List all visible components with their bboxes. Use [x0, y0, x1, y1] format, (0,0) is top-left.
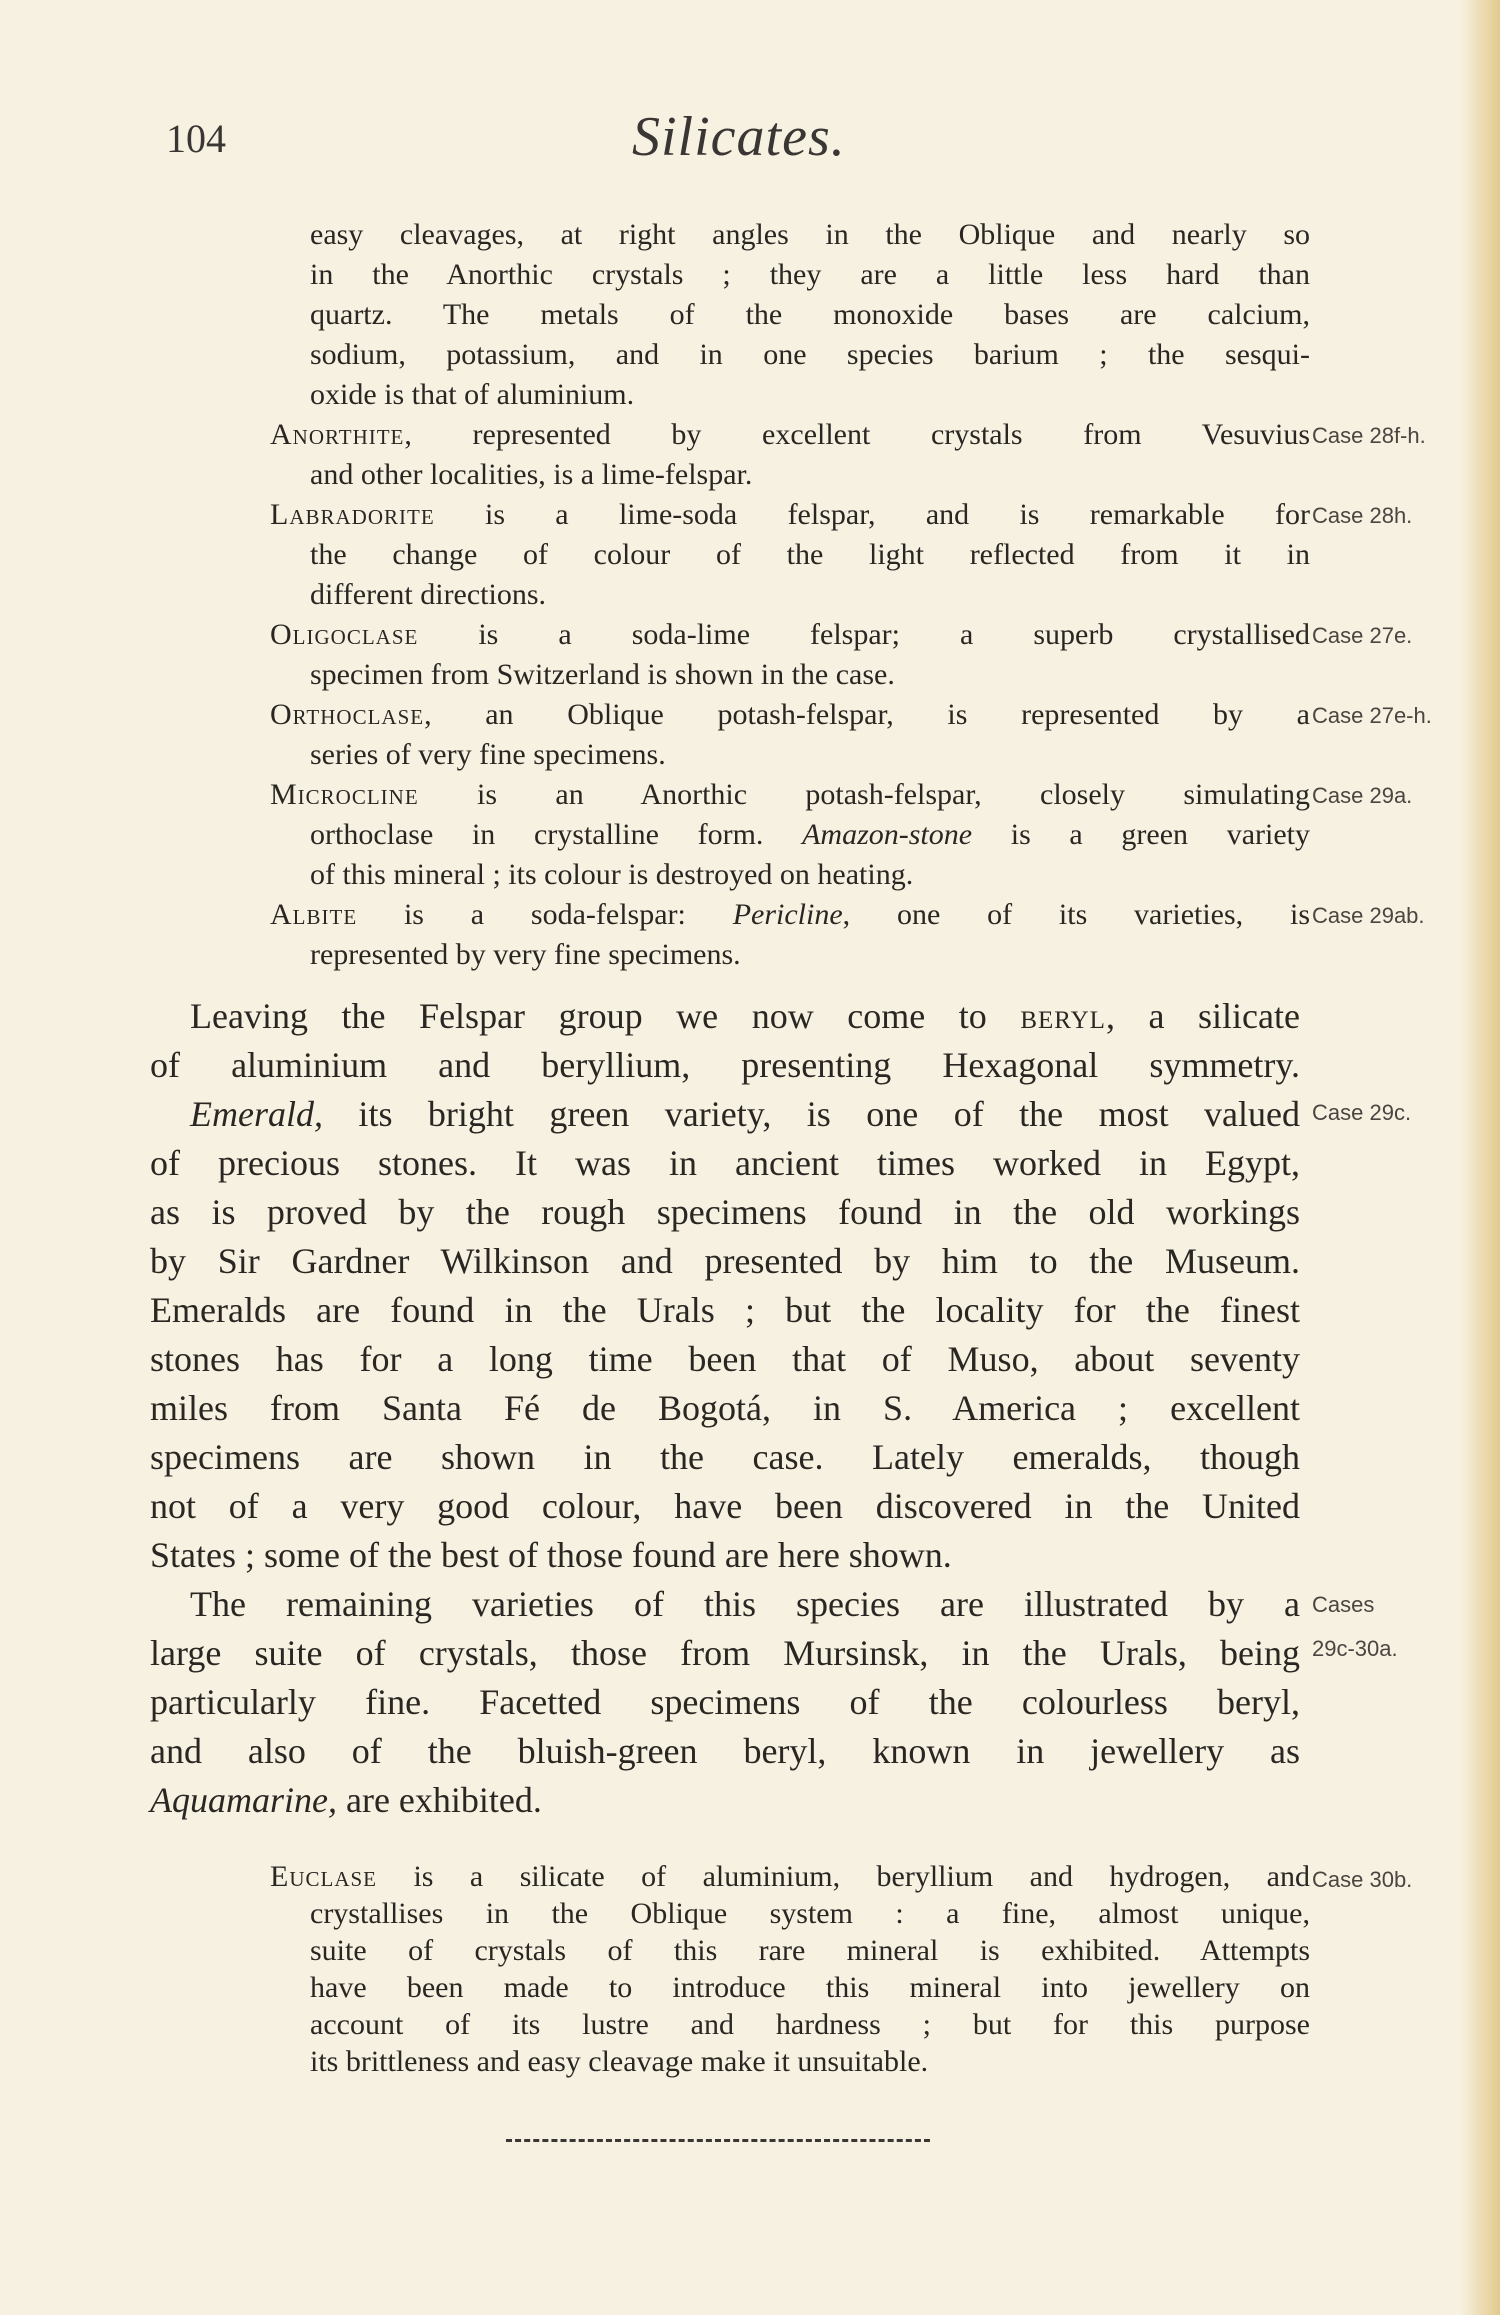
margin-note: Case 28h.	[1312, 503, 1413, 528]
albite-entry: Albite is a soda-felspar: Pericline, one of its varieties, is	[270, 898, 1310, 931]
anorthite-entry: Anorthite, represented by excellent crystals from Vesuvius	[270, 418, 1310, 451]
microcline-cont: of this mineral ; its colour is destroyed on heating.	[310, 858, 914, 891]
mineral-name: Anorthite	[270, 418, 405, 451]
amazon-stone-term: Amazon-stone	[802, 818, 973, 851]
oligoclase-entry: Oligoclase is a soda-lime felspar; a superb crystallised	[270, 618, 1310, 651]
euclase-cont: suite of crystals of this rare mineral is exhibited. Attempts	[310, 1934, 1310, 1967]
paragraph-line: large suite of crystals, those from Mursinsk, in the Urals, being	[150, 1633, 1300, 1673]
euclase-cont: have been made to introduce this mineral into jewellery on	[310, 1971, 1310, 2004]
euclase-cont: its brittleness and easy cleavage make it unsuitable.	[310, 2045, 929, 2078]
margin-note: Case 29c.	[1312, 1100, 1412, 1125]
margin-note: Case 28f-h.	[1312, 423, 1426, 448]
mineral-name: Albite	[270, 898, 358, 931]
anorthite-cont: and other localities, is a lime-felspar.	[310, 458, 753, 491]
felspar-intro-line: quartz. The metals of the monoxide bases are calcium,	[310, 298, 1310, 331]
beryl-term: beryl	[1020, 996, 1106, 1036]
aquamarine-term: Aquamarine,	[150, 1780, 337, 1820]
orthoclase-entry: Orthoclase, an Oblique potash-felspar, is represented by a	[270, 698, 1310, 731]
paragraph-line: Emerald, its bright green variety, is one of the most valued	[190, 1094, 1300, 1134]
paragraph-line: Aquamarine, are exhibited.	[150, 1780, 542, 1820]
page-number: 104	[166, 116, 226, 161]
felspar-intro-line: in the Anorthic crystals ; they are a little less hard than	[310, 258, 1310, 291]
paragraph-line: not of a very good colour, have been discovered in the United	[150, 1486, 1300, 1526]
paragraph-line: by Sir Gardner Wilkinson and presented by him to the Museum.	[150, 1241, 1300, 1281]
felspar-intro-line: easy cleavages, at right angles in the Oblique and nearly so	[310, 218, 1310, 251]
paragraph-line: stones has for a long time been that of Muso, about seventy	[150, 1339, 1300, 1379]
microcline-entry: Microcline is an Anorthic potash-felspar, closely simulating	[270, 778, 1310, 811]
labradorite-entry: Labradorite is a lime-soda felspar, and is remarkable for	[270, 498, 1310, 531]
margin-note: Case 29a.	[1312, 783, 1413, 808]
margin-note: Cases	[1312, 1592, 1375, 1617]
felspar-intro-line: oxide is that of aluminium.	[310, 378, 635, 411]
paragraph-line: Emeralds are found in the Urals ; but the locality for the finest	[150, 1290, 1300, 1330]
margin-note: Case 27e.	[1312, 623, 1413, 648]
paragraph-line: particularly fine. Facetted specimens of the colourless beryl,	[150, 1682, 1300, 1722]
mineral-name: Oligoclase	[270, 618, 419, 651]
oligoclase-cont: specimen from Switzerland is shown in the case.	[310, 658, 895, 691]
paragraph-line: States ; some of the best of those found are here shown.	[150, 1535, 952, 1575]
emerald-term: Emerald,	[190, 1094, 323, 1134]
euclase-entry: Euclase is a silicate of aluminium, beryllium and hydrogen, and	[270, 1860, 1310, 1893]
margin-note: Case 30b.	[1312, 1867, 1413, 1892]
paragraph-line: specimens are shown in the case. Lately emeralds, though	[150, 1437, 1300, 1477]
euclase-cont: account of its lustre and hardness ; but for this purpose	[310, 2008, 1310, 2041]
margin-note: Case 27e-h.	[1312, 703, 1432, 728]
labradorite-cont: different directions.	[310, 578, 547, 611]
albite-cont: represented by very fine specimens.	[310, 938, 741, 971]
page-header	[166, 105, 1366, 175]
labradorite-cont: the change of colour of the light reflected from it in	[310, 538, 1310, 571]
mineral-name: Orthoclase	[270, 698, 425, 731]
mineral-name: Microcline	[270, 778, 419, 811]
orthoclase-cont: series of very fine specimens.	[310, 738, 666, 771]
paragraph-line: of aluminium and beryllium, presenting Hexagonal symmetry.	[150, 1045, 1300, 1085]
euclase-cont: crystallises in the Oblique system : a fine, almost unique,	[310, 1897, 1310, 1930]
margin-note: Case 29ab.	[1312, 903, 1425, 928]
paragraph-line: Leaving the Felspar group we now come to beryl, a silicate	[190, 996, 1300, 1036]
mineral-name: Euclase	[270, 1860, 377, 1893]
paragraph-line: of precious stones. It was in ancient times worked in Egypt,	[150, 1143, 1300, 1183]
pericline-term: Pericline	[732, 898, 843, 931]
paragraph-line: miles from Santa Fé de Bogotá, in S. America ; excellent	[150, 1388, 1300, 1428]
margin-note: 29c-30a.	[1312, 1636, 1398, 1661]
felspar-intro-line: sodium, potassium, and in one species barium ; the sesqui-	[310, 338, 1310, 371]
section-divider	[506, 2139, 930, 2142]
microcline-cont: orthoclase in crystalline form. Amazon-stone is a green variety	[310, 818, 1310, 851]
paragraph-line: and also of the bluish-green beryl, known in jewellery as	[150, 1731, 1300, 1771]
paragraph-line: as is proved by the rough specimens found in the old workings	[150, 1192, 1300, 1232]
paragraph-line: The remaining varieties of this species are illustrated by a	[190, 1584, 1300, 1624]
running-title: Silicates.	[632, 106, 846, 168]
mineral-name: Labradorite	[270, 498, 435, 531]
page-edge	[1460, 0, 1500, 2315]
